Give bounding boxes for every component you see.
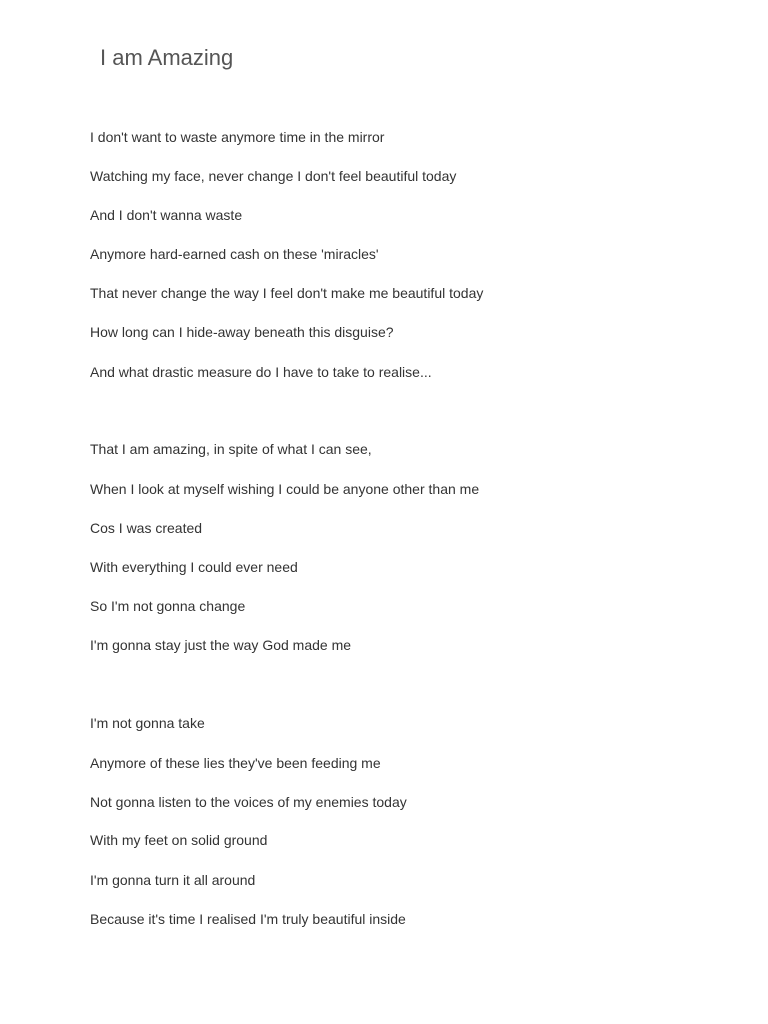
poem-line: I'm not gonna take	[90, 715, 205, 731]
poem-line: Not gonna listen to the voices of my enemies today	[90, 794, 407, 810]
poem-line: With everything I could ever need	[90, 559, 298, 575]
poem-line: When I look at myself wishing I could be anyone other than me	[90, 481, 480, 497]
poem-line: How long can I hide-away beneath this disguise?	[90, 324, 394, 340]
poem-line: Anymore of these lies they've been feeding me	[90, 755, 381, 771]
poem-line: And what drastic measure do I have to take to realise...	[90, 364, 432, 380]
poem-line: So I'm not gonna change	[90, 598, 246, 614]
poem-line: I'm gonna turn it all around	[90, 872, 256, 888]
poem-line: That never change the way I feel don't make me beautiful today	[90, 285, 484, 301]
poem-line: I don't want to waste anymore time in the mirror	[90, 129, 385, 145]
poem-line: Anymore hard-earned cash on these 'miracles'	[90, 246, 379, 262]
poem-line: That I am amazing, in spite of what I can see,	[90, 441, 372, 457]
poem-line: Watching my face, never change I don't feel beautiful today	[90, 168, 457, 184]
poem-line: And I don't wanna waste	[90, 207, 243, 223]
poem-line: Because it's time I realised I'm truly beautiful inside	[90, 911, 406, 927]
poem-line: Cos I was created	[90, 520, 203, 536]
page-title: I am Amazing	[100, 45, 234, 70]
poem-line: I'm gonna stay just the way God made me	[90, 637, 352, 653]
poem-line: With my feet on solid ground	[90, 832, 268, 848]
